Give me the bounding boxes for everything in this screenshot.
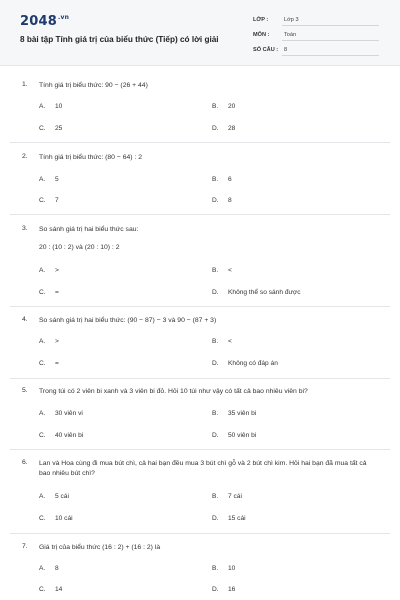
question-divider (10, 449, 390, 450)
option-letter: D. (212, 515, 219, 522)
option-letter: C. (39, 125, 46, 132)
question-text: So sánh giá trị hai biểu thức sau: (39, 226, 139, 233)
option-d[interactable] (212, 197, 232, 204)
option-text: < (228, 338, 232, 345)
question-number: 5. (22, 387, 28, 394)
option-text: 15 cái (228, 515, 246, 522)
option-text: 6 (228, 176, 232, 183)
question-number: 7. (22, 543, 28, 550)
option-text: Không có đáp án (228, 360, 278, 367)
option-letter: C. (39, 360, 46, 367)
option-text: 14 (55, 586, 63, 593)
option-letter: A. (39, 267, 46, 274)
option-letter: A. (39, 103, 46, 110)
option-text: 8 (55, 565, 59, 572)
question-text: Tính giá trị biểu thức: 90 − (26 + 44) (39, 82, 148, 89)
option-letter: B. (212, 410, 219, 417)
option-b[interactable] (212, 338, 232, 345)
option-text: 20 (228, 103, 236, 110)
option-text: 28 (228, 125, 236, 132)
option-text: = (55, 360, 59, 367)
option-c[interactable] (39, 197, 59, 204)
option-text: < (228, 267, 232, 274)
question-number: 6. (22, 459, 28, 466)
option-text: 30 viên vi (55, 410, 83, 417)
option-a[interactable] (39, 338, 59, 345)
option-text: 16 (228, 586, 236, 593)
option-d[interactable] (212, 289, 301, 296)
meta-question-count (253, 47, 379, 57)
meta-underline (282, 25, 379, 26)
option-c[interactable] (39, 515, 73, 522)
question-text: Giá trị của biểu thức (16 : 2) + (16 : 2) là (39, 544, 161, 551)
option-a[interactable] (39, 493, 69, 500)
question-expression: 20 : (10 : 2) và (20 : 10) : 2 (39, 244, 120, 251)
option-a[interactable] (39, 410, 83, 417)
option-text: 35 viên bi (228, 410, 257, 417)
option-text: 25 (55, 125, 63, 132)
option-letter: D. (212, 125, 219, 132)
option-letter: B. (212, 103, 219, 110)
question-divider (10, 378, 390, 379)
option-letter: A. (39, 410, 46, 417)
option-text: > (55, 338, 59, 345)
option-letter: D. (212, 432, 219, 439)
question-text: Lan và Hoa cùng đi mua bút chì, cả hai bạn đều mua 3 bút chì gỗ và 2 bút chì kim. Hỏi hai bạn đã mua tất cả bao nhiêu bút chì? (39, 460, 367, 477)
logo-text: 2048 (20, 14, 57, 29)
option-text: 7 (55, 197, 59, 204)
option-d[interactable] (212, 125, 235, 132)
question-text: Trong túi có 2 viên bi xanh và 3 viên bi đỏ. Hỏi 10 túi như vậy có tất cả bao nhiêu viên bi? (39, 388, 308, 395)
option-c[interactable] (39, 360, 59, 367)
meta-class-label: LỚP : (253, 17, 269, 23)
option-text: 10 cái (55, 515, 73, 522)
option-b[interactable] (212, 493, 242, 500)
option-text: 7 cái (228, 493, 242, 500)
option-letter: B. (212, 176, 219, 183)
option-letter: B. (212, 565, 219, 572)
option-letter: A. (39, 338, 46, 345)
option-d[interactable] (212, 360, 278, 367)
question-number: 1. (22, 81, 28, 88)
option-letter: B. (212, 493, 219, 500)
option-a[interactable] (39, 267, 59, 274)
option-c[interactable] (39, 586, 62, 593)
option-letter: A. (39, 493, 46, 500)
option-text: 50 viên bi (228, 432, 257, 439)
option-text: 10 (55, 103, 63, 110)
meta-subject (253, 32, 379, 42)
option-text: 40 viên bi (55, 432, 84, 439)
option-b[interactable] (212, 267, 232, 274)
meta-subject-label: MÔN : (253, 32, 270, 38)
option-text: Không thể so sánh được (228, 289, 301, 296)
option-d[interactable] (212, 515, 246, 522)
question-divider (10, 533, 390, 534)
meta-subject-value: Toán (284, 32, 297, 38)
option-letter: C. (39, 197, 46, 204)
question-number: 4. (22, 316, 28, 323)
option-text: = (55, 289, 59, 296)
option-letter: B. (212, 267, 219, 274)
option-letter: C. (39, 432, 46, 439)
option-b[interactable] (212, 565, 235, 572)
option-a[interactable] (39, 176, 59, 183)
option-letter: C. (39, 515, 46, 522)
option-letter: D. (212, 197, 219, 204)
option-letter: D. (212, 360, 219, 367)
meta-count-label: SỐ CÂU : (253, 47, 279, 53)
question-divider (10, 142, 390, 143)
option-b[interactable] (212, 176, 232, 183)
option-text: 8 (228, 197, 232, 204)
question-text: Tính giá trị biểu thức: (80 − 64) : 2 (39, 154, 142, 161)
meta-count-value: 8 (284, 47, 288, 53)
option-b[interactable] (212, 410, 256, 417)
question-number: 2. (22, 153, 28, 160)
option-letter: C. (39, 586, 46, 593)
option-letter: A. (39, 565, 46, 572)
option-a[interactable] (39, 103, 62, 110)
meta-class (253, 17, 379, 27)
option-c[interactable] (39, 289, 59, 296)
meta-underline (282, 40, 379, 41)
option-d[interactable] (212, 586, 235, 593)
option-b[interactable] (212, 103, 235, 110)
meta-underline (282, 55, 379, 56)
question-text: So sánh giá trị hai biểu thức: (90 − 87) − 3 và 90 − (87 + 3) (39, 317, 217, 324)
question-divider (10, 306, 390, 307)
option-letter: D. (212, 586, 219, 593)
option-letter: B. (212, 338, 219, 345)
option-letter: A. (39, 176, 46, 183)
option-text: 5 (55, 176, 59, 183)
option-d[interactable] (212, 432, 256, 439)
document-title: 8 bài tập Tính giá trị của biểu thức (Tiếp) có lời giải (20, 35, 219, 44)
option-c[interactable] (39, 125, 62, 132)
option-text: 10 (228, 565, 236, 572)
document-header (0, 0, 400, 66)
site-logo[interactable] (20, 14, 69, 29)
option-letter: C. (39, 289, 46, 296)
option-c[interactable] (39, 432, 83, 439)
logo-suffix: .vn (57, 14, 70, 21)
meta-class-value: Lớp 3 (284, 17, 299, 23)
question-divider (10, 214, 390, 215)
option-a[interactable] (39, 565, 59, 572)
option-text: 5 cái (55, 493, 69, 500)
question-number: 3. (22, 225, 28, 232)
option-letter: D. (212, 289, 219, 296)
option-text: > (55, 267, 59, 274)
